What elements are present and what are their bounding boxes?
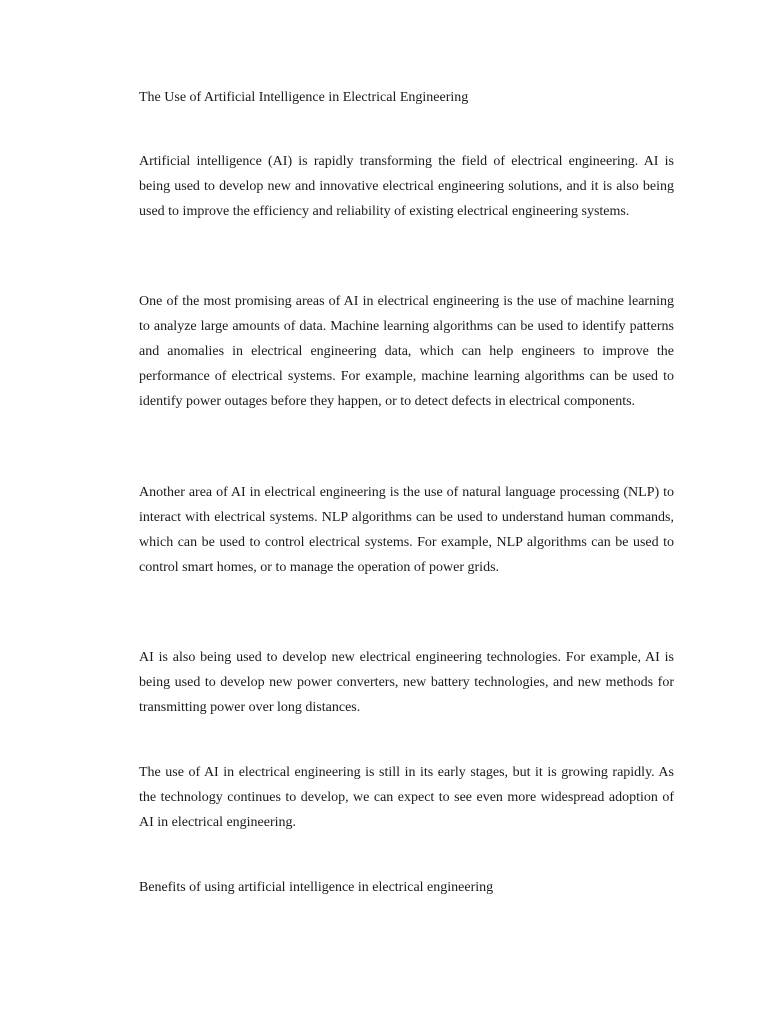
paragraph-2: One of the most promising areas of AI in electrical engineering is the use of machine learning to analyze large amounts of data. Machine learning algorithms can be used to identify patterns and anomalies in electrical engineering data, which can help engineers to improve the performance of electrical systems. For example, machine learning algorithms can be used to identify power outages before they happen, or to detect defects in electrical components. [139, 294, 674, 409]
document-title: The Use of Artificial Intelligence in Electrical Engineering [139, 90, 469, 105]
paragraph-4: AI is also being used to develop new electrical engineering technologies. For example, AI is being used to develop new power converters, new battery technologies, and new methods for transmitting power over long distances. [139, 650, 674, 715]
section-heading: Benefits of using artificial intelligence in electrical engineering [139, 880, 494, 895]
paragraph-5: The use of AI in electrical engineering is still in its early stages, but it is growing rapidly. As the technology continues to develop, we can expect to see even more widespread adoption of AI in electrical engineering. [139, 765, 674, 830]
paragraph-1: Artificial intelligence (AI) is rapidly transforming the field of electrical engineering. AI is being used to develop new and innovative electrical engineering solutions, and it is also being used to improve the efficiency and reliability of existing electrical engineering systems. [139, 154, 674, 219]
paragraph-3: Another area of AI in electrical engineering is the use of natural language processing (NLP) to interact with electrical systems. NLP algorithms can be used to understand human commands, which can be used to control electrical systems. For example, NLP algorithms can be used to control smart homes, or to manage the operation of power grids. [139, 485, 674, 575]
